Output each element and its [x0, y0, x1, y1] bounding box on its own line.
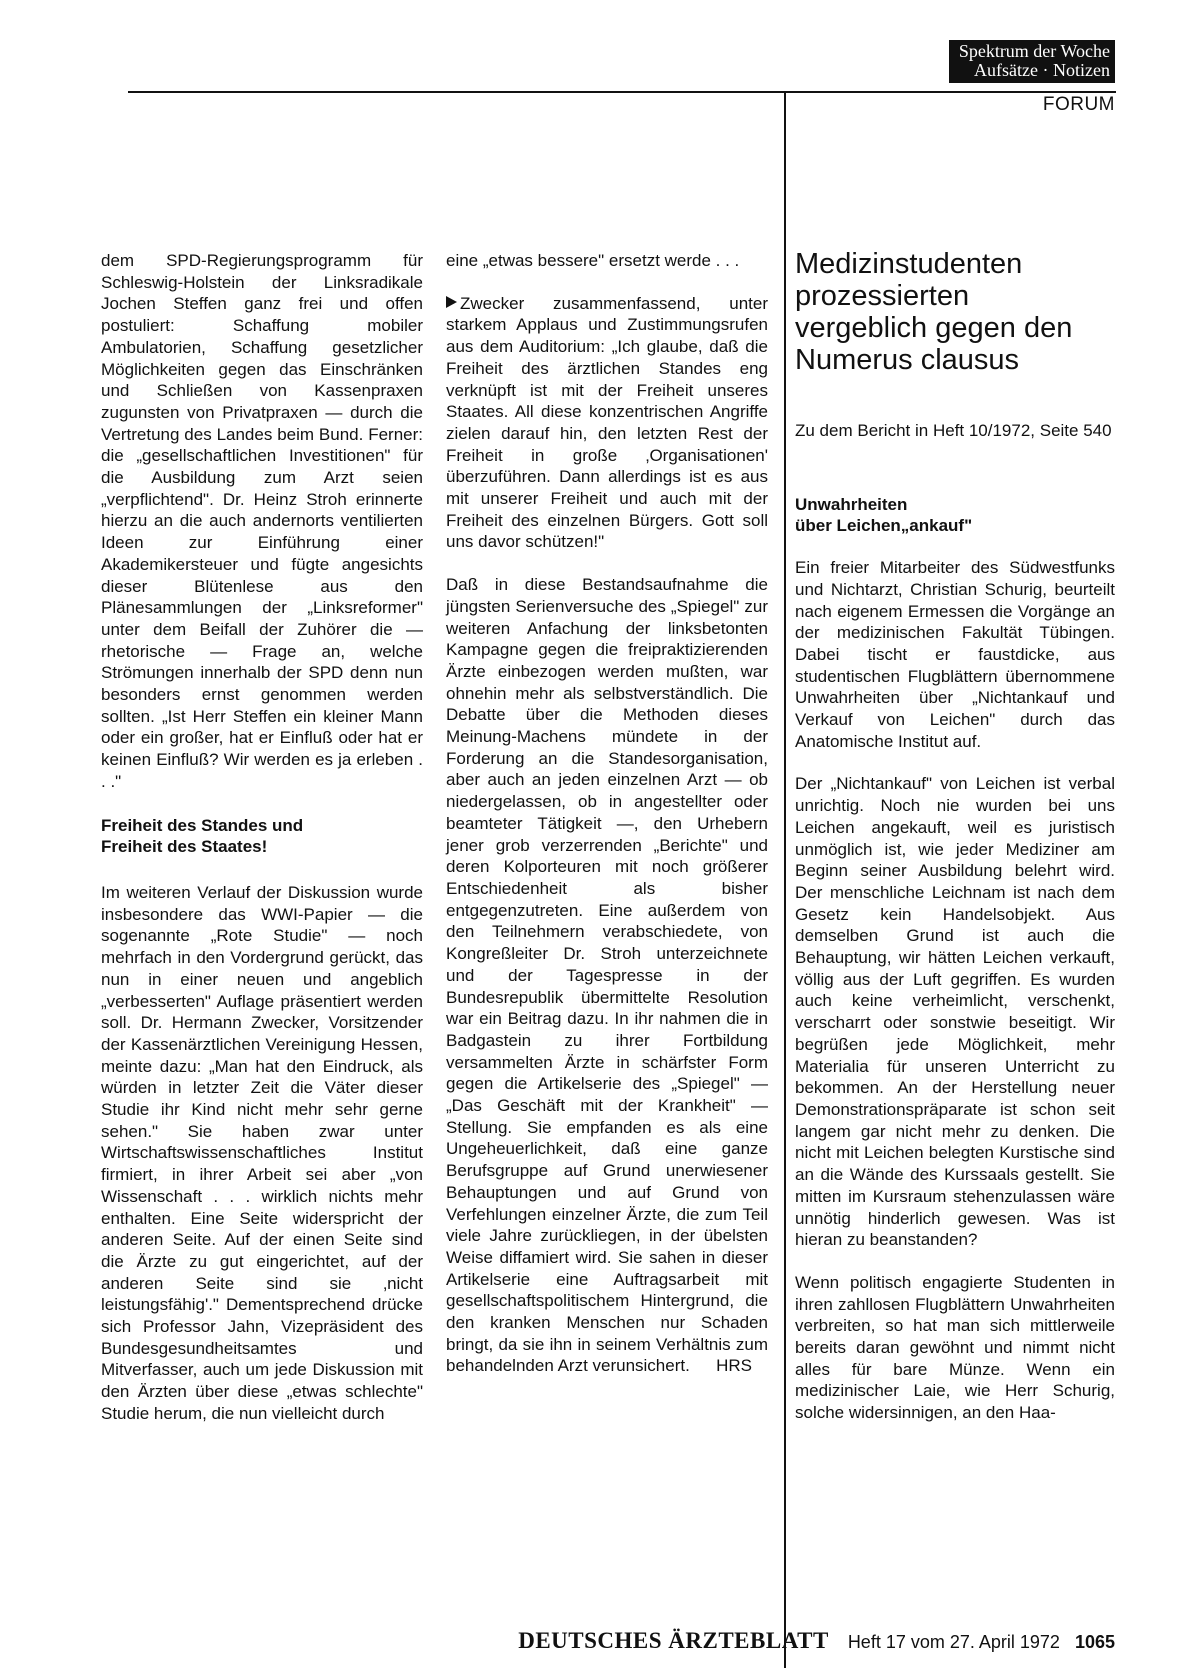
page-footer — [518, 1628, 1115, 1654]
col3-paragraph-1: Ein freier Mitarbeiter des Südwestfunks und Nichtarzt, Christian Schurig, beurteilt nach eigenem Ermessen die Vorgänge an der medizinischen Fakultät Tübingen. Dabei tischt er faustdicke, aus studentischen Flugblättern übernommene Unwahrheiten über „Nichtankauf und Verkauf von Leichen" durch das Anatomische Institut auf. — [795, 558, 1115, 751]
column-2 — [446, 250, 768, 1377]
column-1 — [101, 250, 423, 1425]
col2-paragraph-3-text: Daß in diese Bestandsaufnahme die jüngsten Serienversuche des „Spiegel" zur weiteren Anfachung der linksbetonten Kampagne gegen die freipraktizierenden Ärzte einbezogen werden mußten, war ohnehin mehr als selbstverständlich. Die Debatte über die Methoden dieses Meinung-Machens mündete in der Forderung an die Standesorganisation, aber auch an jeden einzelnen Arzt — ob niedergelassen, ob in angestellter oder beamteter Tätigkeit —, den Urhebern jener grob verzerrenden „Berichte" und deren Kolporteuren mit noch größerer Entschiedenheit als bisher entgegenzutreten. Eine außerdem von den Teilnehmern verabschiedete, von Kongreßleiter Dr. Stroh unterzeichnete und der Tagespresse in der Bundesrepublik übermittelte Resolution war ein Beitrag dazu. In ihr nahmen die in Badgastein zu ihrer Fortbildung versammelten Ärzte in schärfster Form gegen die Artikelserie des „Spiegel" — „Das Geschäft mit der Krankheit" — Stellung. Sie empfanden es als eine Ungeheuerlichkeit, daß eine ganze Berufsgruppe auf Grund unerwiesener Behauptungen und auf Grund von Verfehlungen einzelner Ärzte, die zum Teil viele Jahre zurückliegen, in der übelsten Weise diffamiert wird. Sie sahen in dieser Artikelserie eine Auftragsarbeit mit gesellschaftspolitischem Hintergrund, die den kranken Menschen nur Schaden bringt, da sie ihn in seinem Verhältnis zum behandelnden Arzt verunsichert. — [446, 575, 768, 1376]
col3-paragraph-3: Wenn politisch engagierte Studenten in ihren zahllosen Flugblättern Unwahrheiten verbreiten, so hat man sich mittlerweile bereits daran gewöhnt und nimmt nicht alles für bare Münze. Wenn ein medizinischer Laie, wie Herr Schurig, solche widersinnigen, an den Haa- — [795, 1272, 1115, 1423]
col2-paragraph-1: eine „etwas bessere" ersetzt werde . . . — [446, 251, 740, 270]
col1-subheading — [101, 815, 423, 858]
section-tag-line1: Spektrum der Woche — [958, 41, 1110, 61]
triangle-bullet-icon — [446, 296, 457, 308]
section-tag-line2: Aufsätze · Notizen — [974, 60, 1110, 80]
column-3 — [795, 248, 1115, 1424]
column-divider — [784, 92, 786, 1668]
issue-info: Heft 17 vom 27. April 1972 — [847, 1632, 1060, 1652]
col2-paragraph-3 — [446, 574, 768, 1377]
article-reference: Zu dem Bericht in Heft 10/1972, Seite 540 — [795, 421, 1112, 440]
forum-label: FORUM — [1042, 94, 1115, 115]
article-headline — [795, 248, 1115, 376]
section-tag — [949, 40, 1115, 83]
masthead: DEUTSCHES ÄRZTEBLATT — [518, 1628, 829, 1653]
col1-subheading-line2: Freiheit des Staates! — [101, 837, 268, 857]
page-number: 1065 — [1074, 1632, 1115, 1652]
col2-signature: HRS — [716, 1356, 752, 1376]
col1-paragraph-1: dem SPD-Regierungsprogramm für Schleswig-Holstein der Linksradikale Jochen Steffen ganz frei und offen postuliert: Schaffung mobiler Ambulatorien, Schaffung gesetzlicher Möglichkeiten gegen das Einschränken und Schließen von Kassenpraxen zugunsten von Privatpraxen — durch die Vertretung des Landes beim Bund. Ferner: die „gesellschaftlichen Investitionen" für die Ausbildung zum Arzt seien „verpflichtend". Dr. Heinz Stroh erinnerte hierzu an die auch andernorts ventilierten Ideen zur Einführung einer Akademikersteuer und fügte angesichts dieser Blütenlese aus den Plänesammlungen der „Linksreformer" unter dem Beifall der Zuhörer die — rhetorische — Frage an, welche Strömungen innerhalb der SPD denn nun besonders ernst genommen werden sollten. „Ist Herr Steffen ein kleiner Mann oder ein großer, hat er Einfluß oder hat er keinen Einfluß? Wir werden es ja erleben . . ." — [101, 251, 423, 791]
col1-subheading-line1: Freiheit des Standes und — [101, 815, 304, 835]
headline-line4: Numerus clausus — [795, 344, 1020, 376]
headline-line3: vergeblich gegen den — [795, 312, 1073, 344]
col1-paragraph-2: Im weiteren Verlauf der Diskussion wurde insbesondere das WWI-Papier — die sogenannte „Rote Studie" — noch mehrfach in den Vordergrund gerückt, das nun in einer neuen und angeblich „verbesserten" Auflage präsentiert werden soll. Dr. Hermann Zwecker, Vorsitzender der Kassenärztlichen Vereinigung Hessen, meinte dazu: „Man hat den Eindruck, als würden in letzter Zeit die Väter dieser Studie ihr Kind nicht mehr sehr gerne sehen." Sie haben zwar unter Wirtschaftswissenschaftliches Institut firmiert, in ihrer Arbeit sei aber „von Wissenschaft . . . wirklich nichts mehr enthalten. Eine Seite widerspricht der anderen Seite. Auf der einen Seite sind die Ärzte zu gut eingerichtet, auf der anderen Seite sind sie ‚nicht leistungsfähig'." Dementsprechend drücke sich Professor Jahn, Vizepräsident des Bundesgesundheitsamtes und Mitverfasser, auch um jede Diskussion mit den Ärzten über diese „etwas schlechte" Studie herum, die nun vielleicht durch — [101, 882, 423, 1423]
col2-paragraph-2-text: Zwecker zusammenfassend, unter starkem Applaus und Zustimmungsrufen aus dem Auditorium: „Ich glaube, daß die Freiheit des ärztlichen Standes eng verknüpft ist mit der Freiheit unseres Staates. All diese konzentrischen Angriffe zielen darauf hin, den letzten Rest der Freiheit in große ‚Organisationen' überzuführen. Dann allerdings ist es aus mit unserer Freiheit und auch mit der Freiheit des einzelnen Bürgers. Gott soll uns davor schützen!" — [446, 293, 768, 552]
col2-paragraph-2 — [446, 293, 768, 553]
col3-paragraph-2: Der „Nichtankauf" von Leichen ist verbal unrichtig. Noch nie wurden bei uns Leichen angekauft, weil es juristisch unmöglich ist, wie jeder Mediziner am Beginn seiner Ausbildung belehrt wird. Der menschliche Leichnam ist nach dem Gesetz kein Handelsobjekt. Aus demselben Grund ist auch die Behauptung, wir hätten Leichen verkauft, völlig aus der Luft gegriffen. Es wurden auch keine verheimlicht, verschenkt, verscharrt oder sonstwie beseitigt. Wir begrüßen jede Möglichkeit, mehr Materialia für unseren Unterricht zu bekommen. An der Herstellung neuer Demonstrationspräparate ist schon seit langem gar nicht mehr zu denken. Die nicht mit Leichen belegten Kurstische sind an die Wände des Kurssaals gestellt. Sie mitten im Kursraum stehenzulassen wäre unnötig hinderlich gewesen. Was ist hieran zu beanstanden? — [795, 774, 1115, 1250]
col3-subheading-line2: über Leichen„ankauf" — [795, 516, 973, 536]
headline-line2: prozessierten — [795, 280, 970, 312]
col3-subheading-line1: Unwahrheiten — [795, 494, 908, 514]
top-rule — [128, 91, 1116, 93]
col3-subheading — [795, 494, 1115, 537]
headline-line1: Medizinstudenten — [795, 248, 1023, 280]
